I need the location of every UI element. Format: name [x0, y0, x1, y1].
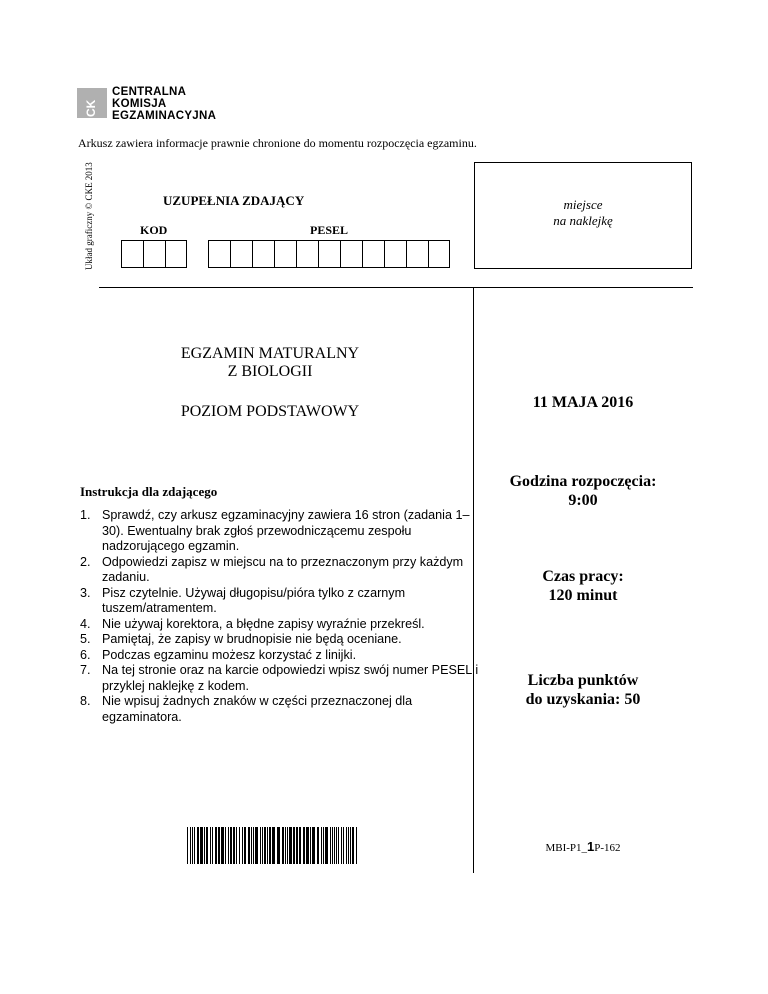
- duration: [474, 567, 692, 605]
- logo-line-3: EGZAMINACYJNA: [112, 110, 217, 122]
- instruction-item: 6. Podczas egzaminu możesz korzystać z linijki.: [80, 647, 357, 662]
- instruction-item: 3. Pisz czytelnie. Używaj długopisu/pióra tylko z czarnym tuszem/atramentem.: [80, 585, 406, 615]
- instruction-item: 1. Sprawdź, czy arkusz egzaminacyjny zawiera 16 stron (zadania 1–30). Ewentualny brak zgłoś przewodniczącemu zespołu nadzorującego egzamin.: [80, 508, 470, 553]
- pesel-cell[interactable]: [274, 240, 296, 268]
- kod-cell[interactable]: [165, 240, 187, 268]
- sticker-placeholder-text: [474, 197, 692, 229]
- pesel-cell[interactable]: [252, 240, 274, 268]
- barcode-icon: [187, 827, 359, 864]
- instruction-item: 5. Pamiętaj, że zapisy w brudnopisie nie będą oceniane.: [80, 632, 402, 646]
- pesel-cell[interactable]: [340, 240, 362, 268]
- instructions-title: Instrukcja dla zdającego: [80, 484, 218, 499]
- points-value: do uzyskania: 50: [525, 691, 641, 708]
- pesel-cell[interactable]: [362, 240, 384, 268]
- exam-code-prefix: MBI-P1_: [545, 842, 588, 854]
- kod-label: KOD: [140, 223, 168, 237]
- cke-logo-text: [112, 86, 216, 122]
- exam-code-suffix: P-162: [594, 842, 621, 854]
- exam-title-line-1: EGZAMIN MATURALNY: [180, 345, 360, 362]
- exam-title: [80, 345, 460, 381]
- student-section-title: UZUPEŁNIA ZDAJĄCY: [163, 193, 305, 208]
- sticker-line-2: na naklejkę: [553, 213, 613, 228]
- instructions-list: [80, 508, 480, 725]
- max-points: [474, 671, 692, 709]
- points-label: Liczba punktów: [527, 672, 639, 689]
- kod-cell[interactable]: [143, 240, 165, 268]
- horizontal-divider: [99, 287, 693, 288]
- instruction-item: 2. Odpowiedzi zapisz w miejscu na to przeznaczonym przy każdym zadaniu.: [80, 554, 464, 584]
- start-time-label: Godzina rozpoczęcia:: [509, 473, 657, 490]
- pesel-cell[interactable]: [230, 240, 252, 268]
- kod-input-cells[interactable]: [121, 240, 187, 268]
- pesel-cell[interactable]: [318, 240, 340, 268]
- start-time-value: 9:00: [568, 492, 598, 509]
- pesel-label: PESEL: [310, 223, 349, 237]
- cke-logo-badge: [77, 88, 107, 118]
- pesel-cell[interactable]: [428, 240, 450, 268]
- pesel-cell[interactable]: [208, 240, 230, 268]
- exam-title-line-2: Z BIOLOGII: [227, 363, 313, 380]
- exam-level: POZIOM PODSTAWOWY: [180, 403, 360, 420]
- confidentiality-notice: Arkusz zawiera informacje prawnie chronione do momentu rozpoczęcia egzaminu.: [78, 136, 477, 150]
- instruction-item: 7. Na tej stronie oraz na karcie odpowiedzi wpisz swój numer PESEL i przyklej naklejkę z kodem.: [80, 663, 479, 693]
- sticker-line-1: miejsce: [563, 197, 603, 212]
- pesel-input-cells[interactable]: [208, 240, 450, 268]
- pesel-cell[interactable]: [296, 240, 318, 268]
- logo-line-2: KOMISJA: [112, 98, 167, 110]
- kod-cell[interactable]: [121, 240, 143, 268]
- exam-date: 11 MAJA 2016: [532, 394, 634, 411]
- exam-code: [474, 839, 692, 854]
- layout-copyright-label: Układ graficzny © CKE 2013: [84, 162, 94, 270]
- start-time: [474, 472, 692, 510]
- instruction-item: 4. Nie używaj korektora, a błędne zapisy wyraźnie przekreśl.: [80, 616, 425, 631]
- instruction-item: 8. Nie wpisuj żadnych znaków w części przeznaczonej dla egzaminatora.: [80, 694, 413, 724]
- duration-value: 120 minut: [548, 587, 618, 604]
- duration-label: Czas pracy:: [542, 568, 624, 585]
- logo-line-1: CENTRALNA: [112, 86, 187, 98]
- logo-badge-text: CK: [84, 99, 98, 117]
- pesel-cell[interactable]: [384, 240, 406, 268]
- pesel-cell[interactable]: [406, 240, 428, 268]
- exam-code-big: 1: [587, 839, 595, 854]
